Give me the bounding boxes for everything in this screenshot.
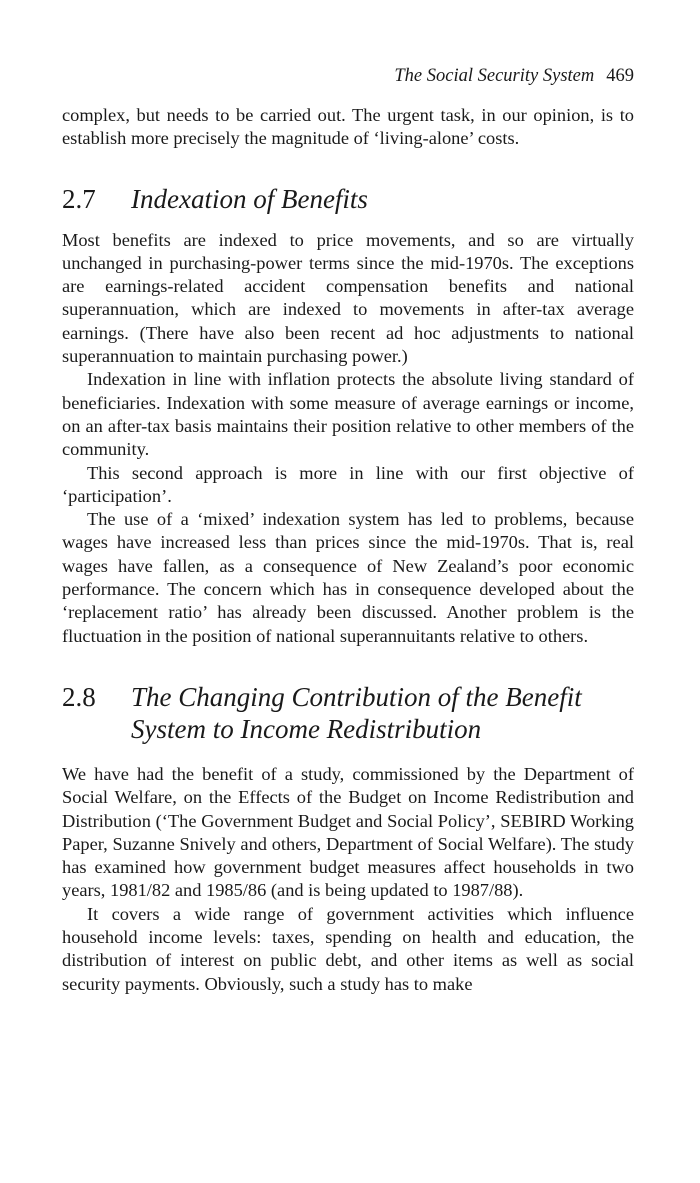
section-heading-2-7 [62, 183, 634, 215]
section-title-line: The Changing Contribution of the Benefit [131, 681, 582, 712]
paragraph: The use of a ‘mixed’ indexation system has led to problems, because wages have increased less than prices since the mid-1970s. That is, real wages have fallen, as a consequence of New Zealand’s poor economic performance. The concern which has in consequence developed about the ‘replacement ratio’ has already been discussed. Another problem is the fluctuation in the position of national superannuitants relative to others. [62, 509, 634, 646]
section-title: Indexation of Benefits [131, 183, 368, 214]
section-number: 2.8 [62, 681, 96, 712]
paragraph: We have had the benefit of a study, commissioned by the Department of Social Welfare, on the Effects of the Budget on Income Redistribution and Distribution (‘The Government Budget and Social Policy’, SEBIRD Working Paper, Suzanne Snively and others, Department of Social Welfare). The study has examined how government budget measures affect households in two years, 1981/82 and 1985/86 (and is being updated to 1987/88). [62, 763, 634, 901]
paragraph: Most benefits are indexed to price movements, and so are virtually unchanged in purchasing-power terms since the mid-1970s. The exceptions are earnings-related accident compensation benefits and national superannuation, which are indexed to movements in after-tax average earnings. (There have also been recent ad hoc adjustments to national superannuation to maintain purchasing power.) [62, 229, 634, 367]
paragraph: Indexation in line with inflation protects the absolute living standard of beneficiaries. Indexation with some measure of average earnings or income, on an after-tax basis maintains their position relative to other members of the community. [62, 369, 634, 460]
continued-paragraph: complex, but needs to be carried out. The urgent task, in our opinion, is to establish more precisely the magnitude of ‘living-alone’ costs. [62, 105, 634, 149]
paragraph: This second approach is more in line with our first objective of ‘participation’. [62, 462, 634, 506]
running-head-title: The Social Security System [394, 66, 595, 86]
page-number: 469 [606, 66, 634, 86]
section-number: 2.7 [62, 183, 96, 214]
running-head [394, 64, 634, 88]
section-heading-2-8 [62, 681, 634, 745]
paragraph: It covers a wide range of government activities which influence household income levels: taxes, spending on health and education, the distribution of interest on public debt, and other items as well as social security payments. Obviously, such a study has to make [62, 903, 634, 994]
section-title [131, 681, 634, 745]
section-title-line: System to Income Redistribution [131, 713, 482, 744]
page-body [62, 104, 634, 996]
